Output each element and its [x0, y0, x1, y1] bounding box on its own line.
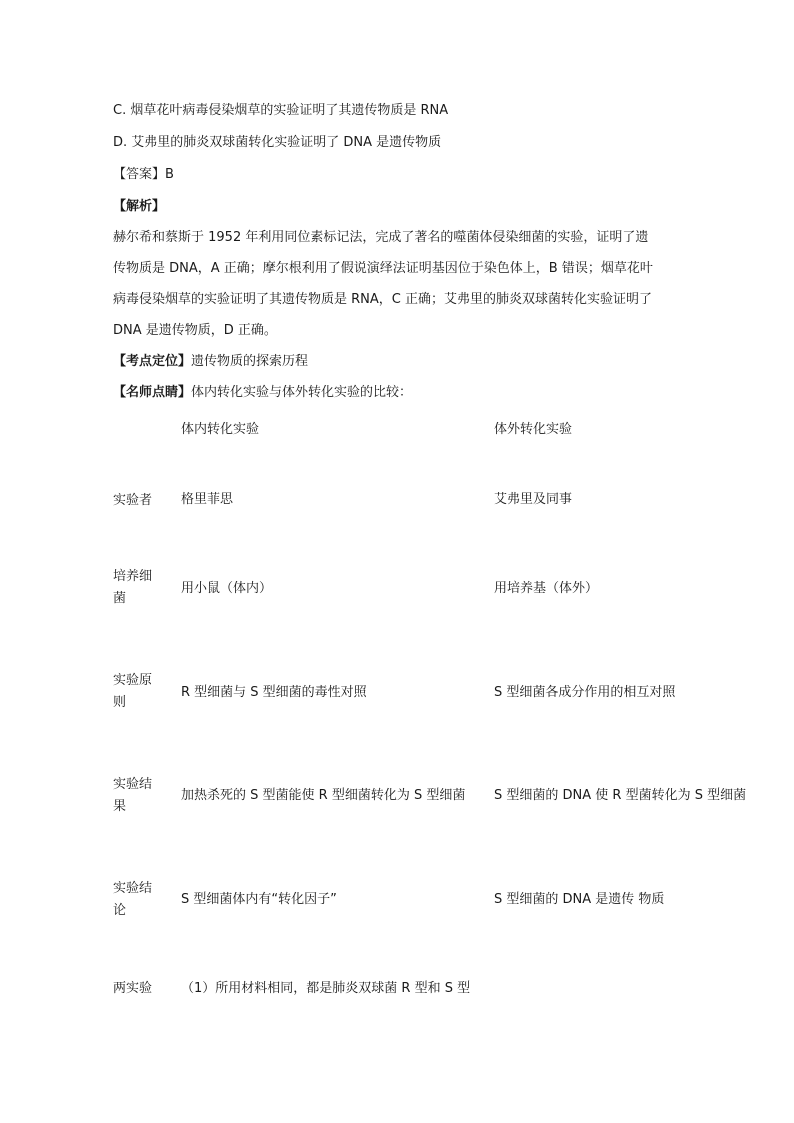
table-row-label: 培养细菌 — [113, 569, 153, 606]
mingshi-text: 体内转化实验与体外转化实验的比较： — [191, 385, 413, 400]
option-d: D. 艾弗里的肺炎双球菌转化实验证明了 DNA 是遗传物质 — [113, 135, 442, 150]
kaodian-label: 【考点定位】 — [113, 354, 192, 369]
table-cell: 艾弗里及同事 — [494, 492, 573, 507]
mingshi-label: 【名师点睛】 — [113, 385, 192, 400]
table-cell: R 型细菌与 S 型细菌的毒性对照 — [181, 685, 367, 700]
kaodian-text: 遗传物质的探索历程 — [191, 354, 309, 369]
table-cell: S 型细菌体内有“转化因子” — [181, 892, 337, 907]
kaodian-line — [113, 352, 308, 372]
table-row-label: 实验结果 — [113, 777, 153, 814]
option-c: C. 烟草花叶病毒侵染烟草的实验证明了其遗传物质是 RNA — [113, 103, 449, 118]
analysis-line-2: 传物质是 DNA，A 正确；摩尔根利用了假说演绎法证明基因位于染色体上，B 错误；烟草花叶 — [113, 261, 653, 276]
analysis-line-4: DNA 是遗传物质，D 正确。 — [113, 323, 277, 338]
table-row-label: 两实验 — [113, 981, 153, 996]
table-row-label: 实验原则 — [113, 673, 153, 710]
table-cell: S 型细菌的 DNA 使 R 型菌转化为 S 型细菌 — [494, 788, 747, 803]
table-row-label: 实验结论 — [113, 881, 153, 918]
table-header-col1: 体内转化实验 — [181, 422, 260, 437]
mingshi-line — [113, 383, 412, 403]
analysis-heading: 【解析】 — [113, 199, 166, 214]
table-cell: 用培养基（体外） — [494, 581, 599, 596]
table-cell: （1）所用材料相同，都是肺炎双球菌 R 型和 S 型 — [181, 981, 471, 996]
analysis-line-3: 病毒侵染烟草的实验证明了其遗传物质是 RNA，C 正确；艾弗里的肺炎双球菌转化实验证明了 — [113, 292, 652, 307]
table-cell: 格里菲思 — [181, 492, 234, 507]
table-cell: S 型细菌的 DNA 是遗传 物质 — [494, 892, 665, 907]
table-cell: 用小鼠（体内） — [181, 581, 273, 596]
table-header-col2: 体外转化实验 — [494, 422, 573, 437]
table-cell: 加热杀死的 S 型菌能使 R 型细菌转化为 S 型细菌 — [181, 788, 466, 803]
table-cell: S 型细菌各成分作用的相互对照 — [494, 685, 676, 700]
analysis-line-1: 赫尔希和蔡斯于 1952 年利用同位素标记法，完成了著名的噬菌体侵染细菌的实验，证明了遗 — [113, 230, 649, 245]
table-row-label: 实验者 — [113, 493, 153, 508]
answer-line: 【答案】B — [113, 167, 174, 182]
